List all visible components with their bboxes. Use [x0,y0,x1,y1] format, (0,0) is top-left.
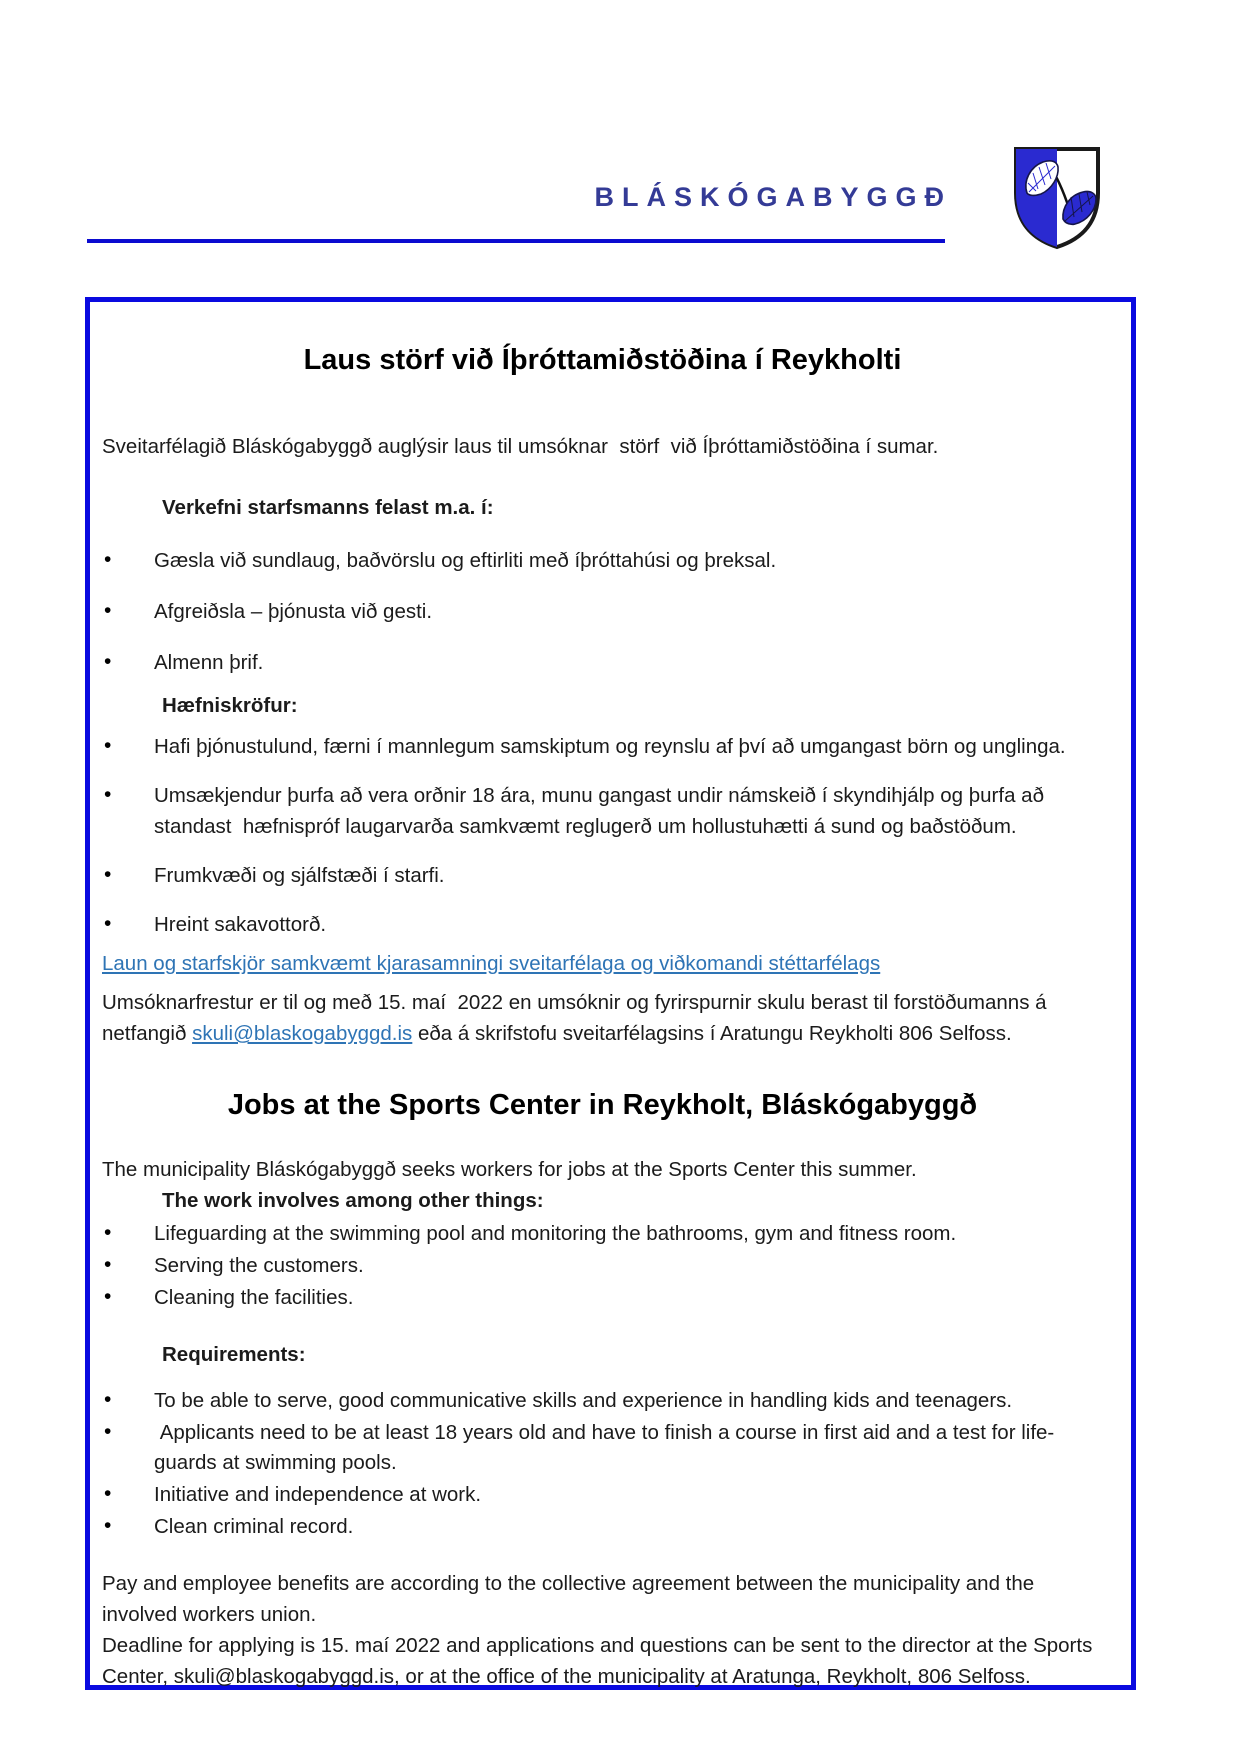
list-item: • Initiative and independence at work. [102,1480,1109,1510]
list-item: • To be able to serve, good communicative skills and experience in handling kids and teenagers. [102,1386,1109,1416]
deadline-text-after: eða á skrifstofu sveitarfélagsins í Aratungu Reykholti 806 Selfoss. [412,1022,1012,1045]
list-item: • Cleaning the facilities. [102,1282,1109,1313]
english-requirements-heading: Requirements: [162,1343,306,1366]
job-notice-box [85,297,1136,1690]
icelandic-tasks-list [96,545,1109,678]
icelandic-requirements-list [96,731,1109,940]
english-requirements-list [96,1386,1109,1542]
list-item: • Lifeguarding at the swimming pool and monitoring the bathrooms, gym and fitness room. [102,1218,1109,1249]
pay-terms-paragraph [96,948,1109,979]
list-item: • Almenn þrif. [102,647,1109,678]
list-item: • Hreint sakavottorð. [102,909,1109,940]
deadline-text-before: Umsóknarfrestur er til og með 15. maí 2022 en umsóknir og fyrirspurnir skulu berast til forstöðumanns á netfangið [102,991,1053,1045]
english-tasks-heading: The work involves among other things: [162,1189,544,1212]
english-deadline-paragraph: Deadline for applying is 15. maí 2022 and applications and questions can be sent to the director at the Sports Center, skuli@blaskogabyggd.is, or at the office of the municipality at Aratunga, Reykholt, 806 Selfoss. [102,1634,1099,1688]
list-item: • Clean criminal record. [102,1512,1109,1542]
list-item: • Applicants need to be at least 18 years old and have to finish a course in first aid and a test for life-guards at swimming pools. [102,1418,1109,1478]
english-title: Jobs at the Sports Center in Reykholt, Bláskógabyggð [227,1089,978,1121]
list-item: • Hafi þjónustulund, færni í mannlegum samskiptum og reynslu af því að umgangast börn og unglinga. [102,731,1109,762]
icelandic-intro-paragraph: Sveitarfélagið Bláskógabyggð auglýsir laus til umsóknar störf við Íþróttamiðstöðina í sumar. [102,435,939,458]
birch-leaves-shield-icon [1010,145,1104,251]
coat-of-arms-logo [1010,145,1104,251]
icelandic-requirements-heading: Hæfniskröfur: [162,694,298,717]
header-divider-rule [87,239,945,243]
municipality-wordmark: BLÁSKÓGABYGGÐ [594,182,952,212]
email-link[interactable]: skuli@blaskogabyggd.is [192,1022,413,1045]
list-item: • Serving the customers. [102,1250,1109,1281]
collective-agreement-link[interactable]: Laun og starfskjör samkvæmt kjarasamningi sveitarfélaga og viðkomandi stéttarfélags [102,952,881,975]
icelandic-tasks-heading: Verkefni starfsmanns felast m.a. í: [162,496,494,519]
list-item: • Umsækjendur þurfa að vera orðnir 18 ára, munu gangast undir námskeið í skyndihjálp og þurfa að standast hæfnispróf laugarvarða samkvæmt reglugerð um hollustuhætti á sund og baðstöðum. [102,780,1109,842]
list-item: • Afgreiðsla – þjónusta við gesti. [102,596,1109,627]
list-item: • Gæsla við sundlaug, baðvörslu og eftirliti með íþróttahúsi og þreksal. [102,545,1109,576]
list-item: • Frumkvæði og sjálfstæði í starfi. [102,860,1109,891]
english-pay-paragraph: Pay and employee benefits are according to the collective agreement between the municipality and the involved workers union. [102,1572,1040,1626]
english-tasks-list [96,1218,1109,1313]
english-intro-paragraph: The municipality Bláskógabyggð seeks workers for jobs at the Sports Center this summer. [102,1158,917,1181]
icelandic-title: Laus störf við Íþróttamiðstöðina í Reykholti [303,344,902,376]
icelandic-deadline-paragraph [96,987,1109,1049]
